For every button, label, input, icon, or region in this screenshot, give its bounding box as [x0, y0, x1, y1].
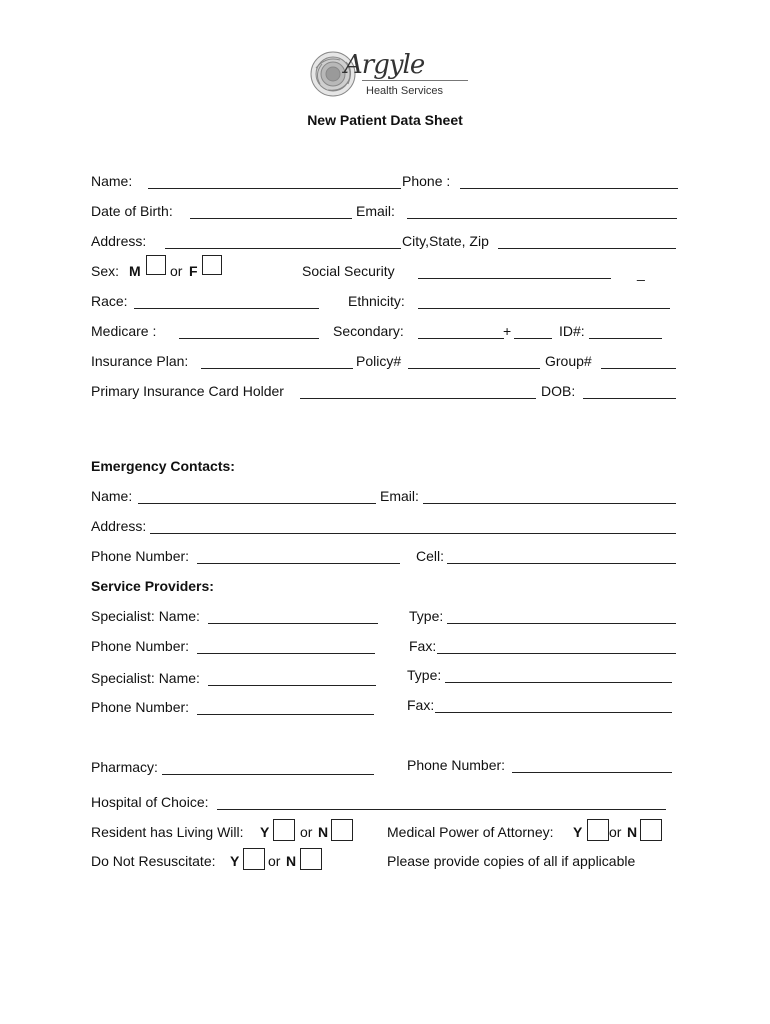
- type1-field[interactable]: [447, 623, 676, 624]
- specialist2-field[interactable]: [208, 685, 376, 686]
- phone-label: Phone :: [402, 173, 451, 189]
- race-label: Race:: [91, 293, 128, 309]
- secondary-field-part1[interactable]: [418, 338, 504, 339]
- id-label: ID#:: [559, 323, 585, 339]
- card-holder-label: Primary Insurance Card Holder: [91, 383, 284, 399]
- emergency-cell-field[interactable]: [447, 563, 676, 564]
- emergency-address-label: Address:: [91, 518, 147, 534]
- living-will-y-label: Y: [260, 824, 270, 840]
- name-label: Name:: [91, 173, 133, 189]
- insurance-plan-label: Insurance Plan:: [91, 353, 189, 369]
- emergency-address-field[interactable]: [150, 533, 676, 534]
- dnr-y-label: Y: [230, 853, 240, 869]
- poa-n-checkbox[interactable]: [640, 819, 662, 841]
- emergency-phone-field[interactable]: [197, 563, 400, 564]
- pharmacy-phone-field[interactable]: [512, 772, 672, 773]
- living-will-n-label: N: [318, 824, 329, 840]
- emergency-email-field[interactable]: [423, 503, 676, 504]
- poa-y-label: Y: [573, 824, 583, 840]
- group-label: Group#: [545, 353, 592, 369]
- copies-note: Please provide copies of all if applicable: [387, 853, 636, 869]
- service-providers-heading: Service Providers:: [91, 578, 214, 594]
- dnr-n-label: N: [286, 853, 297, 869]
- social-security-field[interactable]: [418, 278, 611, 279]
- emergency-name-field[interactable]: [138, 503, 376, 504]
- holder-dob-field[interactable]: [583, 398, 676, 399]
- social-security-label: Social Security: [302, 263, 395, 279]
- secondary-field-part2[interactable]: [514, 338, 552, 339]
- type1-label: Type:: [409, 608, 444, 624]
- dnr-label: Do Not Resuscitate:: [91, 853, 216, 869]
- living-will-n-checkbox[interactable]: [331, 819, 353, 841]
- insurance-plan-field[interactable]: [201, 368, 353, 369]
- phone2-label: Phone Number:: [91, 699, 190, 715]
- medicare-label: Medicare :: [91, 323, 157, 339]
- card-holder-field[interactable]: [300, 398, 536, 399]
- social-security-dash: _: [637, 265, 645, 281]
- living-will-y-checkbox[interactable]: [273, 819, 295, 841]
- secondary-plus: +: [503, 323, 512, 339]
- phone2-field[interactable]: [197, 714, 374, 715]
- email-label: Email:: [356, 203, 395, 219]
- city-state-zip-label: City,State, Zip: [402, 233, 489, 249]
- dnr-y-checkbox[interactable]: [243, 848, 265, 870]
- dnr-or-label: or: [268, 853, 281, 869]
- specialist2-label: Specialist: Name:: [91, 670, 200, 686]
- type2-label: Type:: [407, 667, 442, 683]
- dob-label: Date of Birth:: [91, 203, 173, 219]
- logo-rule: [362, 80, 468, 81]
- sex-f-label: F: [189, 263, 198, 279]
- sex-m-label: M: [129, 263, 141, 279]
- fax1-label: Fax:: [409, 638, 437, 654]
- ethnicity-label: Ethnicity:: [348, 293, 405, 309]
- argyle-logo: [306, 48, 476, 106]
- city-state-zip-field[interactable]: [498, 248, 676, 249]
- emergency-cell-label: Cell:: [416, 548, 445, 564]
- secondary-label: Secondary:: [333, 323, 404, 339]
- policy-field[interactable]: [408, 368, 540, 369]
- type2-field[interactable]: [445, 682, 672, 683]
- sex-m-checkbox[interactable]: [146, 255, 166, 275]
- poa-or-label: or: [609, 824, 622, 840]
- sex-f-checkbox[interactable]: [202, 255, 222, 275]
- address-field[interactable]: [165, 248, 401, 249]
- phone-field[interactable]: [460, 188, 678, 189]
- specialist1-field[interactable]: [208, 623, 378, 624]
- email-field[interactable]: [407, 218, 677, 219]
- fax2-label: Fax:: [407, 697, 435, 713]
- ethnicity-field[interactable]: [418, 308, 670, 309]
- group-field[interactable]: [601, 368, 676, 369]
- pharmacy-label: Pharmacy:: [91, 759, 158, 775]
- poa-label: Medical Power of Attorney:: [387, 824, 554, 840]
- sex-or-label: or: [170, 263, 183, 279]
- fax2-field[interactable]: [435, 712, 672, 713]
- name-field[interactable]: [148, 188, 401, 189]
- race-field[interactable]: [134, 308, 319, 309]
- pharmacy-phone-label: Phone Number:: [407, 757, 506, 773]
- living-will-label: Resident has Living Will:: [91, 824, 244, 840]
- emergency-phone-label: Phone Number:: [91, 548, 190, 564]
- page-title: New Patient Data Sheet: [307, 112, 463, 128]
- emergency-email-label: Email:: [380, 488, 419, 504]
- hospital-field[interactable]: [217, 809, 666, 810]
- poa-n-label: N: [627, 824, 638, 840]
- specialist1-label: Specialist: Name:: [91, 608, 200, 624]
- dob-field[interactable]: [190, 218, 352, 219]
- dnr-n-checkbox[interactable]: [300, 848, 322, 870]
- sex-label: Sex:: [91, 263, 120, 279]
- hospital-label: Hospital of Choice:: [91, 794, 209, 810]
- emergency-contacts-heading: Emergency Contacts:: [91, 458, 235, 474]
- policy-label: Policy#: [356, 353, 402, 369]
- phone1-field[interactable]: [197, 653, 375, 654]
- pharmacy-field[interactable]: [162, 774, 374, 775]
- id-field[interactable]: [589, 338, 662, 339]
- fax1-field[interactable]: [437, 653, 676, 654]
- emergency-name-label: Name:: [91, 488, 133, 504]
- phone1-label: Phone Number:: [91, 638, 190, 654]
- poa-y-checkbox[interactable]: [587, 819, 609, 841]
- logo-subtitle: Health Services: [366, 85, 444, 97]
- living-will-or-label: or: [300, 824, 313, 840]
- logo-brand-text: Argyle: [344, 50, 425, 80]
- medicare-field[interactable]: [179, 338, 319, 339]
- address-label: Address:: [91, 233, 147, 249]
- holder-dob-label: DOB:: [541, 383, 576, 399]
